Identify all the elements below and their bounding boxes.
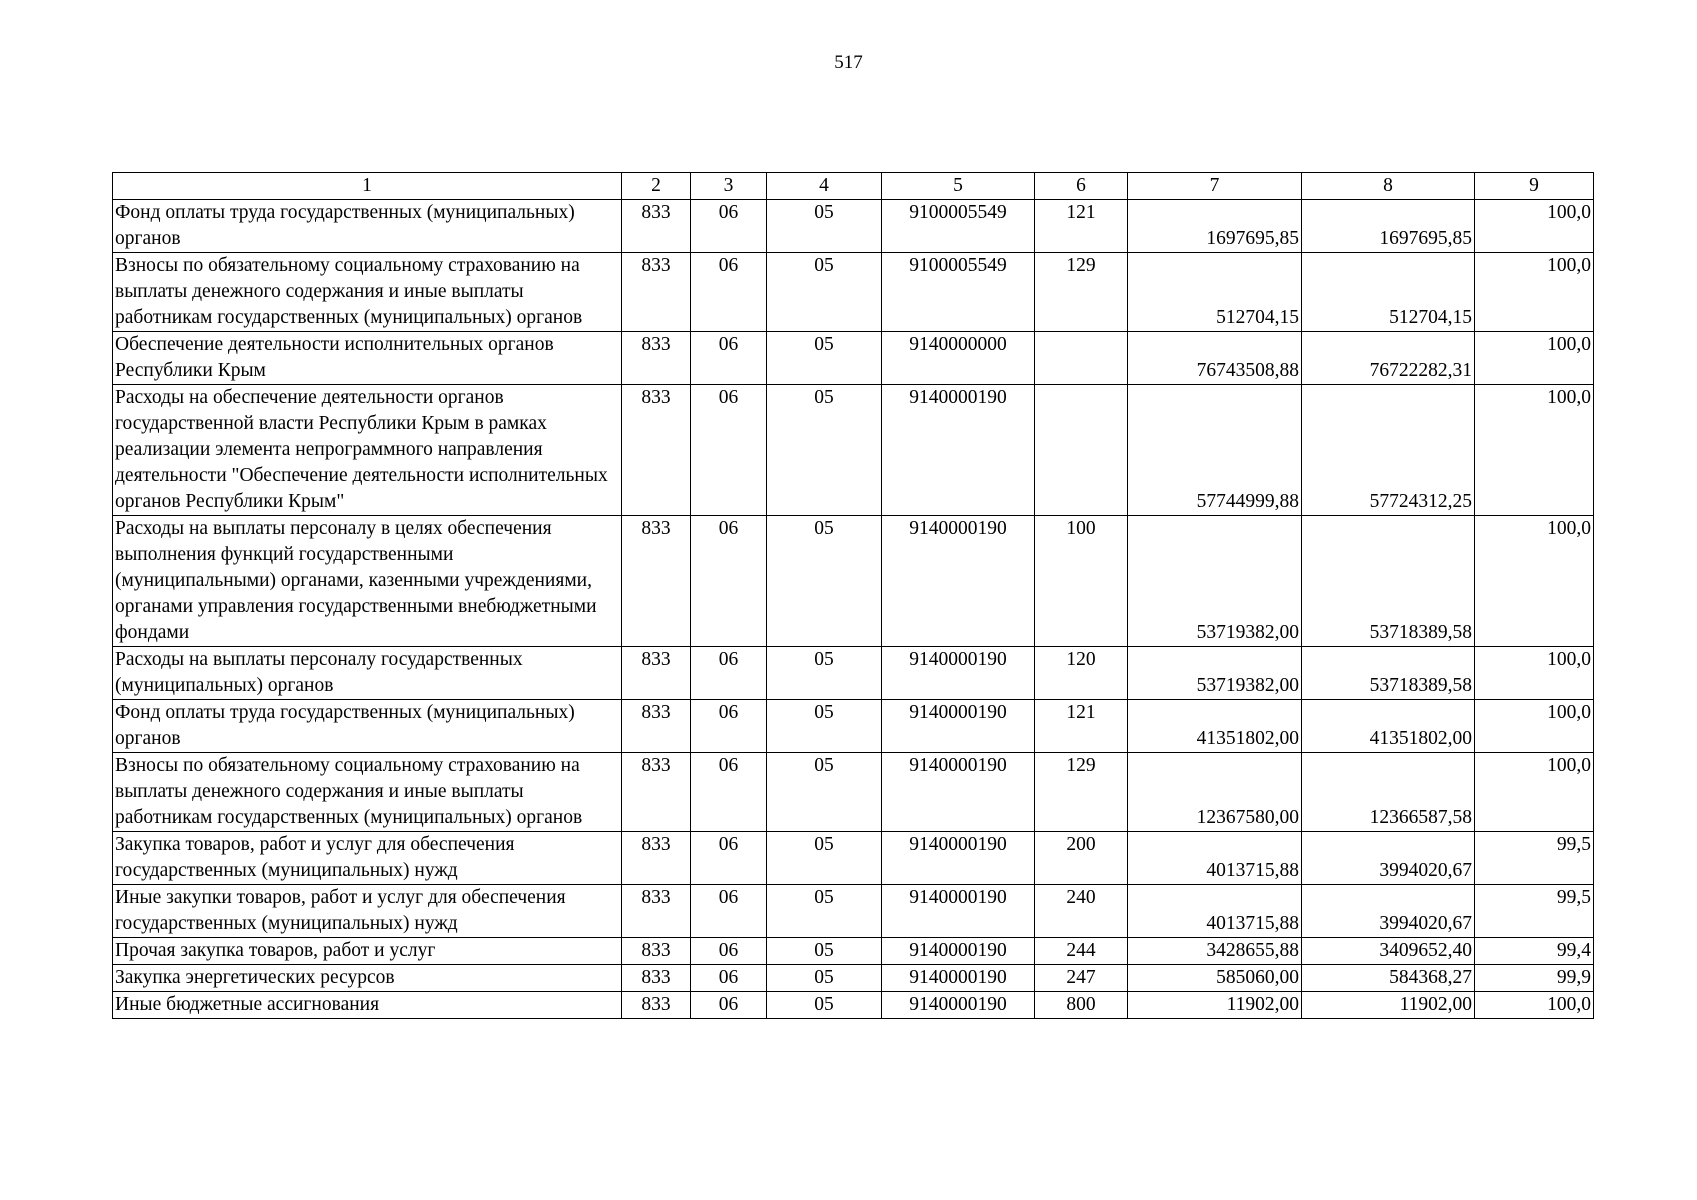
col9-percent-cell: 99,5 — [1475, 885, 1594, 938]
col3-cell: 06 — [691, 938, 767, 965]
col6-cell: 121 — [1035, 700, 1128, 753]
col7-amount-cell: 12367580,00 — [1128, 753, 1302, 832]
table-row — [113, 885, 1594, 938]
col4-cell: 05 — [767, 700, 882, 753]
expense-name-cell: Расходы на выплаты персоналу в целях обеспечения выполнения функций государственными (муниципальными) органами, казенными учреждениями, органами управления государственными внебюджетными фондами — [113, 516, 622, 647]
col7-amount-cell: 4013715,88 — [1128, 885, 1302, 938]
table-body — [113, 200, 1594, 1019]
col7-amount-cell: 585060,00 — [1128, 965, 1302, 992]
header-cell-4: 4 — [767, 173, 882, 200]
col9-percent-cell: 100,0 — [1475, 992, 1594, 1019]
col8-amount-cell: 584368,27 — [1302, 965, 1475, 992]
col2-cell: 833 — [622, 647, 691, 700]
col9-percent-cell: 100,0 — [1475, 253, 1594, 332]
col8-amount-cell: 3409652,40 — [1302, 938, 1475, 965]
budget-table — [112, 172, 1594, 1019]
col5-cell: 9140000000 — [882, 332, 1035, 385]
header-cell-9: 9 — [1475, 173, 1594, 200]
col7-amount-cell: 41351802,00 — [1128, 700, 1302, 753]
expense-name-cell: Фонд оплаты труда государственных (муниципальных) органов — [113, 700, 622, 753]
col9-percent-cell: 99,5 — [1475, 832, 1594, 885]
col6-cell: 129 — [1035, 253, 1128, 332]
col2-cell: 833 — [622, 200, 691, 253]
col8-amount-cell: 1697695,85 — [1302, 200, 1475, 253]
col4-cell: 05 — [767, 753, 882, 832]
table-row — [113, 516, 1594, 647]
col8-amount-cell: 3994020,67 — [1302, 832, 1475, 885]
col5-cell: 9100005549 — [882, 253, 1035, 332]
expense-name-cell: Иные закупки товаров, работ и услуг для обеспечения государственных (муниципальных) нужд — [113, 885, 622, 938]
col9-percent-cell: 100,0 — [1475, 200, 1594, 253]
header-cell-6: 6 — [1035, 173, 1128, 200]
col7-amount-cell: 3428655,88 — [1128, 938, 1302, 965]
expense-name-cell: Расходы на обеспечение деятельности органов государственной власти Республики Крым в рамках реализации элемента непрограммного направления деятельности "Обеспечение деятельности исполнительных органов Республики Крым" — [113, 385, 622, 516]
col9-percent-cell: 100,0 — [1475, 753, 1594, 832]
expense-name-cell: Закупка энергетических ресурсов — [113, 965, 622, 992]
table-row — [113, 385, 1594, 516]
col3-cell: 06 — [691, 885, 767, 938]
col2-cell: 833 — [622, 832, 691, 885]
table-row — [113, 332, 1594, 385]
col5-cell: 9140000190 — [882, 938, 1035, 965]
table-row — [113, 832, 1594, 885]
col5-cell: 9140000190 — [882, 700, 1035, 753]
col4-cell: 05 — [767, 992, 882, 1019]
col7-amount-cell: 76743508,88 — [1128, 332, 1302, 385]
col5-cell: 9140000190 — [882, 516, 1035, 647]
expense-name-cell: Расходы на выплаты персоналу государственных (муниципальных) органов — [113, 647, 622, 700]
col2-cell: 833 — [622, 700, 691, 753]
expense-name-cell: Прочая закупка товаров, работ и услуг — [113, 938, 622, 965]
table-row — [113, 753, 1594, 832]
col2-cell: 833 — [622, 516, 691, 647]
col3-cell: 06 — [691, 647, 767, 700]
expense-name-cell: Взносы по обязательному социальному страхованию на выплаты денежного содержания и иные выплаты работникам государственных (муниципальных) органов — [113, 753, 622, 832]
col2-cell: 833 — [622, 753, 691, 832]
col2-cell: 833 — [622, 992, 691, 1019]
expense-name-cell: Обеспечение деятельности исполнительных органов Республики Крым — [113, 332, 622, 385]
col6-cell — [1035, 332, 1128, 385]
col7-amount-cell: 11902,00 — [1128, 992, 1302, 1019]
col3-cell: 06 — [691, 992, 767, 1019]
col5-cell: 9100005549 — [882, 200, 1035, 253]
col6-cell: 120 — [1035, 647, 1128, 700]
col9-percent-cell: 100,0 — [1475, 332, 1594, 385]
col4-cell: 05 — [767, 965, 882, 992]
col7-amount-cell: 57744999,88 — [1128, 385, 1302, 516]
col4-cell: 05 — [767, 647, 882, 700]
col8-amount-cell: 53718389,58 — [1302, 516, 1475, 647]
expense-name-cell: Фонд оплаты труда государственных (муниципальных) органов — [113, 200, 622, 253]
col7-amount-cell: 53719382,00 — [1128, 516, 1302, 647]
col8-amount-cell: 76722282,31 — [1302, 332, 1475, 385]
col3-cell: 06 — [691, 753, 767, 832]
col9-percent-cell: 100,0 — [1475, 385, 1594, 516]
col4-cell: 05 — [767, 832, 882, 885]
table-row — [113, 992, 1594, 1019]
col8-amount-cell: 512704,15 — [1302, 253, 1475, 332]
col6-cell: 247 — [1035, 965, 1128, 992]
expense-name-cell: Иные бюджетные ассигнования — [113, 992, 622, 1019]
col7-amount-cell: 512704,15 — [1128, 253, 1302, 332]
col8-amount-cell: 41351802,00 — [1302, 700, 1475, 753]
col6-cell: 240 — [1035, 885, 1128, 938]
col9-percent-cell: 99,9 — [1475, 965, 1594, 992]
col2-cell: 833 — [622, 332, 691, 385]
col7-amount-cell: 53719382,00 — [1128, 647, 1302, 700]
col4-cell: 05 — [767, 253, 882, 332]
col6-cell — [1035, 385, 1128, 516]
col3-cell: 06 — [691, 700, 767, 753]
table-row — [113, 200, 1594, 253]
table-row — [113, 700, 1594, 753]
col4-cell: 05 — [767, 332, 882, 385]
col2-cell: 833 — [622, 938, 691, 965]
col2-cell: 833 — [622, 965, 691, 992]
header-cell-3: 3 — [691, 173, 767, 200]
col8-amount-cell: 53718389,58 — [1302, 647, 1475, 700]
col8-amount-cell: 11902,00 — [1302, 992, 1475, 1019]
col3-cell: 06 — [691, 516, 767, 647]
header-row — [113, 173, 1594, 200]
expense-name-cell: Закупка товаров, работ и услуг для обеспечения государственных (муниципальных) нужд — [113, 832, 622, 885]
col6-cell: 200 — [1035, 832, 1128, 885]
table-row — [113, 965, 1594, 992]
col9-percent-cell: 100,0 — [1475, 647, 1594, 700]
header-cell-7: 7 — [1128, 173, 1302, 200]
col7-amount-cell: 1697695,85 — [1128, 200, 1302, 253]
col8-amount-cell: 12366587,58 — [1302, 753, 1475, 832]
table-row — [113, 647, 1594, 700]
col3-cell: 06 — [691, 385, 767, 516]
col4-cell: 05 — [767, 516, 882, 647]
table-row — [113, 253, 1594, 332]
table-row — [113, 938, 1594, 965]
col2-cell: 833 — [622, 885, 691, 938]
col3-cell: 06 — [691, 832, 767, 885]
col5-cell: 9140000190 — [882, 885, 1035, 938]
col4-cell: 05 — [767, 200, 882, 253]
col8-amount-cell: 3994020,67 — [1302, 885, 1475, 938]
page-number: 517 — [834, 52, 863, 73]
header-cell-8: 8 — [1302, 173, 1475, 200]
col7-amount-cell: 4013715,88 — [1128, 832, 1302, 885]
col8-amount-cell: 57724312,25 — [1302, 385, 1475, 516]
col3-cell: 06 — [691, 332, 767, 385]
col4-cell: 05 — [767, 938, 882, 965]
col2-cell: 833 — [622, 253, 691, 332]
col4-cell: 05 — [767, 385, 882, 516]
col6-cell: 244 — [1035, 938, 1128, 965]
col5-cell: 9140000190 — [882, 385, 1035, 516]
col2-cell: 833 — [622, 385, 691, 516]
col5-cell: 9140000190 — [882, 647, 1035, 700]
col3-cell: 06 — [691, 965, 767, 992]
col5-cell: 9140000190 — [882, 832, 1035, 885]
col9-percent-cell: 99,4 — [1475, 938, 1594, 965]
col5-cell: 9140000190 — [882, 965, 1035, 992]
col4-cell: 05 — [767, 885, 882, 938]
col6-cell: 129 — [1035, 753, 1128, 832]
col9-percent-cell: 100,0 — [1475, 700, 1594, 753]
header-cell-5: 5 — [882, 173, 1035, 200]
expense-name-cell: Взносы по обязательному социальному страхованию на выплаты денежного содержания и иные выплаты работникам государственных (муниципальных) органов — [113, 253, 622, 332]
col9-percent-cell: 100,0 — [1475, 516, 1594, 647]
col6-cell: 121 — [1035, 200, 1128, 253]
col5-cell: 9140000190 — [882, 992, 1035, 1019]
col6-cell: 100 — [1035, 516, 1128, 647]
header-cell-2: 2 — [622, 173, 691, 200]
col5-cell: 9140000190 — [882, 753, 1035, 832]
col6-cell: 800 — [1035, 992, 1128, 1019]
header-cell-1: 1 — [113, 173, 622, 200]
col3-cell: 06 — [691, 253, 767, 332]
col3-cell: 06 — [691, 200, 767, 253]
